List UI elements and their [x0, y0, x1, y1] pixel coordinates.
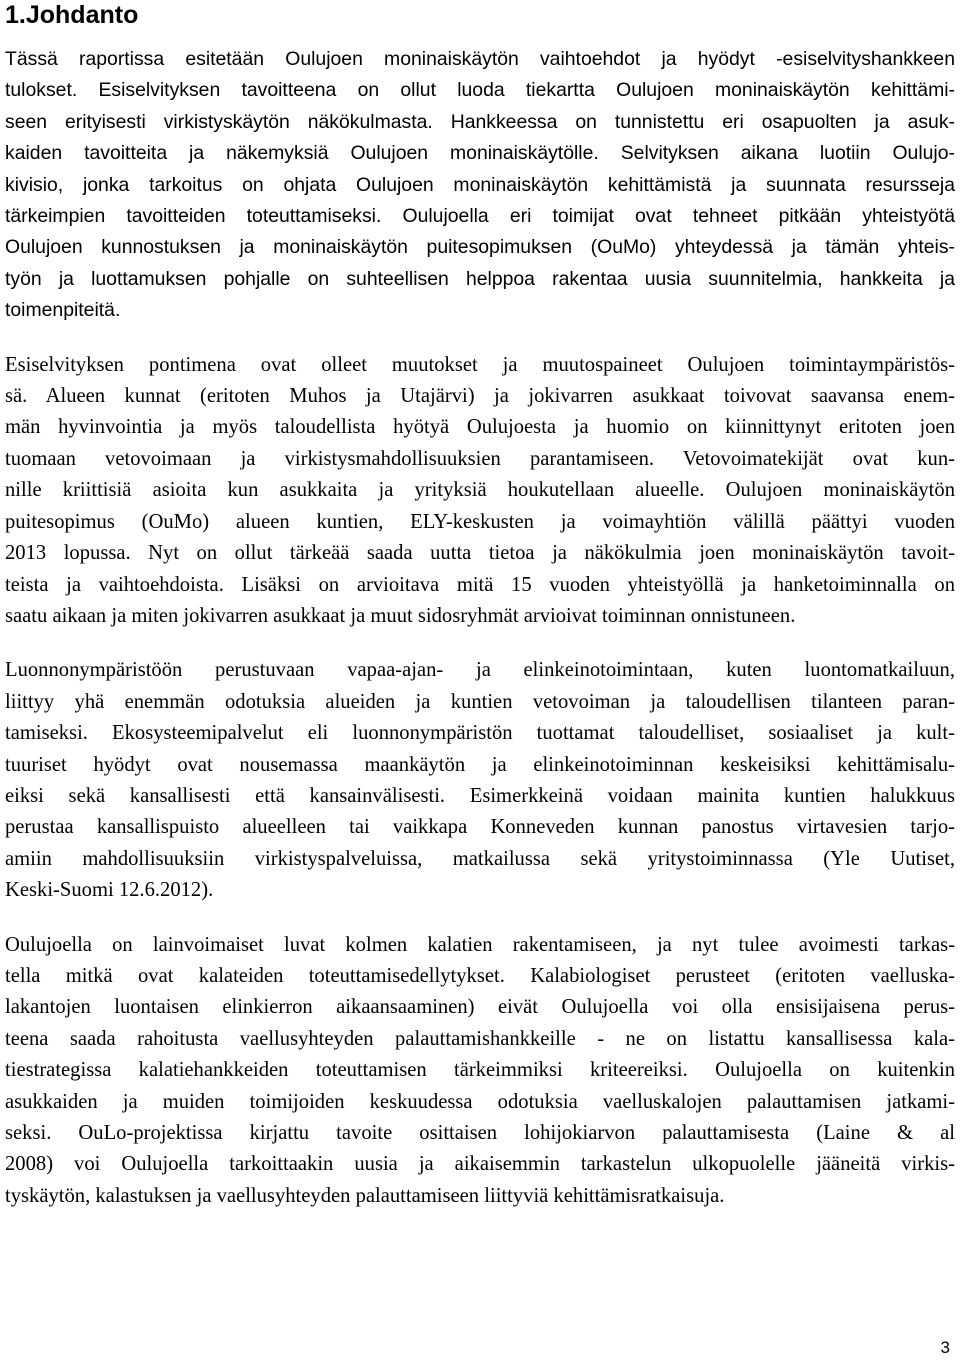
text-line: kaiden tavoitteita ja näkemyksiä Oulujoen moninaiskäytölle. Selvityksen aikana luotiin Oulujo- [5, 142, 955, 165]
text-line: Esiselvityksen pontimena ovat olleet muutokset ja muutospaineet Oulujoen toimintaympäristös- [5, 353, 955, 376]
text-line: puitesopimus (OuMo) alueen kuntien, ELY-keskusten ja voimayhtiön välillä päättyi vuoden [5, 510, 955, 533]
text-line: Oulujoella on lainvoimaiset luvat kolmen kalatien rakentamiseen, ja nyt tulee avoimesti tarkas- [5, 933, 955, 956]
text-line: tuuriset hyödyt ovat nousemassa maankäytön ja elinkeinotoiminnan keskeisiksi kehittämisalu- [5, 753, 955, 776]
text-line: saatu aikaan ja miten jokivarren asukkaat ja muut sidosryhmät arvioivat toiminnan onnistuneen. [5, 604, 796, 627]
text-line: Keski-Suomi 12.6.2012). [5, 879, 214, 902]
text-line: Oulujoen kunnostuksen ja moninaiskäytön puitesopimuksen (OuMo) yhteydessä ja tämän yhteis- [5, 236, 955, 259]
text-line: 2013 lopussa. Nyt on ollut tärkeää saada uutta tietoa ja näkökulmia joen moninaiskäytön tavoit- [5, 542, 955, 565]
text-line: teena saada rahoitusta vaellusyhteyden palauttamishankkeille - ne on listattu kansallisessa kala- [5, 1027, 955, 1050]
text-line: eiksi sekä kansallisesti että kansainvälisesti. Esimerkkeinä voidaan mainita kuntien halukkuus [5, 784, 955, 807]
text-line: män hyvinvointia ja myös taloudellista hyötyä Oulujoesta ja huomio on kiinnittynyt eritoten joen [5, 416, 955, 439]
text-line: Luonnonympäristöön perustuvaan vapaa-ajan- ja elinkeinotoimintaan, kuten luontomatkailuun, [5, 659, 955, 682]
section-heading: 1.Johdanto [5, 1, 139, 29]
paragraph-3 [5, 655, 955, 906]
document-page [5, 0, 955, 1212]
text-line: tulokset. Esiselvityksen tavoitteena on ollut luoda tiekartta Oulujoen moninaiskäytön kehittämi- [5, 79, 955, 102]
text-line: tamiseksi. Ekosysteemipalvelut eli luonnonympäristön tuottamat taloudelliset, sosiaaliset ja kult- [5, 722, 955, 745]
text-line: lakantojen luontaisen elinkierron aikaansaaminen) eivät Oulujoella voi olla ensisijaisena perus- [5, 996, 955, 1019]
text-line: sä. Alueen kunnat (eritoten Muhos ja Utajärvi) ja jokivarren asukkaat toivovat saavansa enem- [5, 385, 955, 408]
paragraph-2 [5, 350, 955, 633]
text-line: kivisio, jonka tarkoitus on ohjata Oulujoen moninaiskäytön kehittämistä ja suunnata resursseja [5, 173, 955, 196]
text-line: perustaa kansallispuisto alueelleen tai vaikkapa Konneveden kunnan panostus virtavesien tarjo- [5, 816, 955, 839]
text-line: teista ja vaihtoehdoista. Lisäksi on arvioitava mitä 15 vuoden yhteistyöllä ja hanketoiminnalla on [5, 573, 955, 596]
text-line: työn ja luottamuksen pohjalle on suhteellisen helppoa rakentaa uusia suunnitelmia, hankkeita ja [5, 267, 955, 290]
text-line: seen erityisesti virkistyskäytön näkökulmasta. Hankkeessa on tunnistettu eri osapuolten ja asuk- [5, 110, 955, 133]
text-line: amiin mahdollisuuksiin virkistyspalveluissa, matkailussa sekä yritystoiminnassa (Yle Uutiset, [5, 847, 955, 870]
page-number: 3 [940, 1338, 950, 1357]
text-line: tyskäytön, kalastuksen ja vaellusyhteyden palauttamiseen liittyviä kehittämisratkaisuja. [5, 1184, 725, 1207]
paragraph-4 [5, 930, 955, 1213]
text-line: tuomaan vetovoimaan ja virkistysmahdollisuuksien parantamiseen. Vetovoimatekijät ovat kun- [5, 447, 955, 470]
text-line: liittyy yhä enemmän odotuksia alueiden ja kuntien vetovoiman ja taloudellisen tilanteen paran- [5, 690, 955, 713]
text-line: toimenpiteitä. [5, 299, 121, 322]
text-line: seksi. OuLo-projektissa kirjattu tavoite osittaisen lohijokiarvon palauttamisesta (Laine & al [5, 1122, 955, 1144]
text-line: asukkaiden ja muiden toimijoiden keskuudessa odotuksia vaelluskalojen palauttamisen jatkami- [5, 1090, 955, 1113]
text-line: 2008) voi Oulujoella tarkoittaakin uusia ja aikaisemmin tarkastelun ulkopuolelle jääneitä virkis- [5, 1153, 955, 1176]
text-line: tiestrategissa kalatiehankkeiden toteuttamisen tärkeimmiksi kriteereiksi. Oulujoella on kuitenkin [5, 1059, 955, 1082]
paragraph-1 [5, 44, 955, 327]
text-line: nille kriittisiä asioita kun asukkaita ja yrityksiä houkutellaan alueelle. Oulujoen moninaiskäytön [5, 479, 955, 502]
text-line: tella mitkä ovat kalateiden toteuttamisedellytykset. Kalabiologiset perusteet (eritoten vaelluska- [5, 964, 955, 987]
text-line: tärkeimpien tavoitteiden toteuttamiseksi. Oulujoella eri toimijat ovat tehneet pitkään yhteistyötä [5, 205, 955, 228]
text-line: Tässä raportissa esitetään Oulujoen moninaiskäytön vaihtoehdot ja hyödyt -esiselvityshankkeen [5, 48, 955, 70]
